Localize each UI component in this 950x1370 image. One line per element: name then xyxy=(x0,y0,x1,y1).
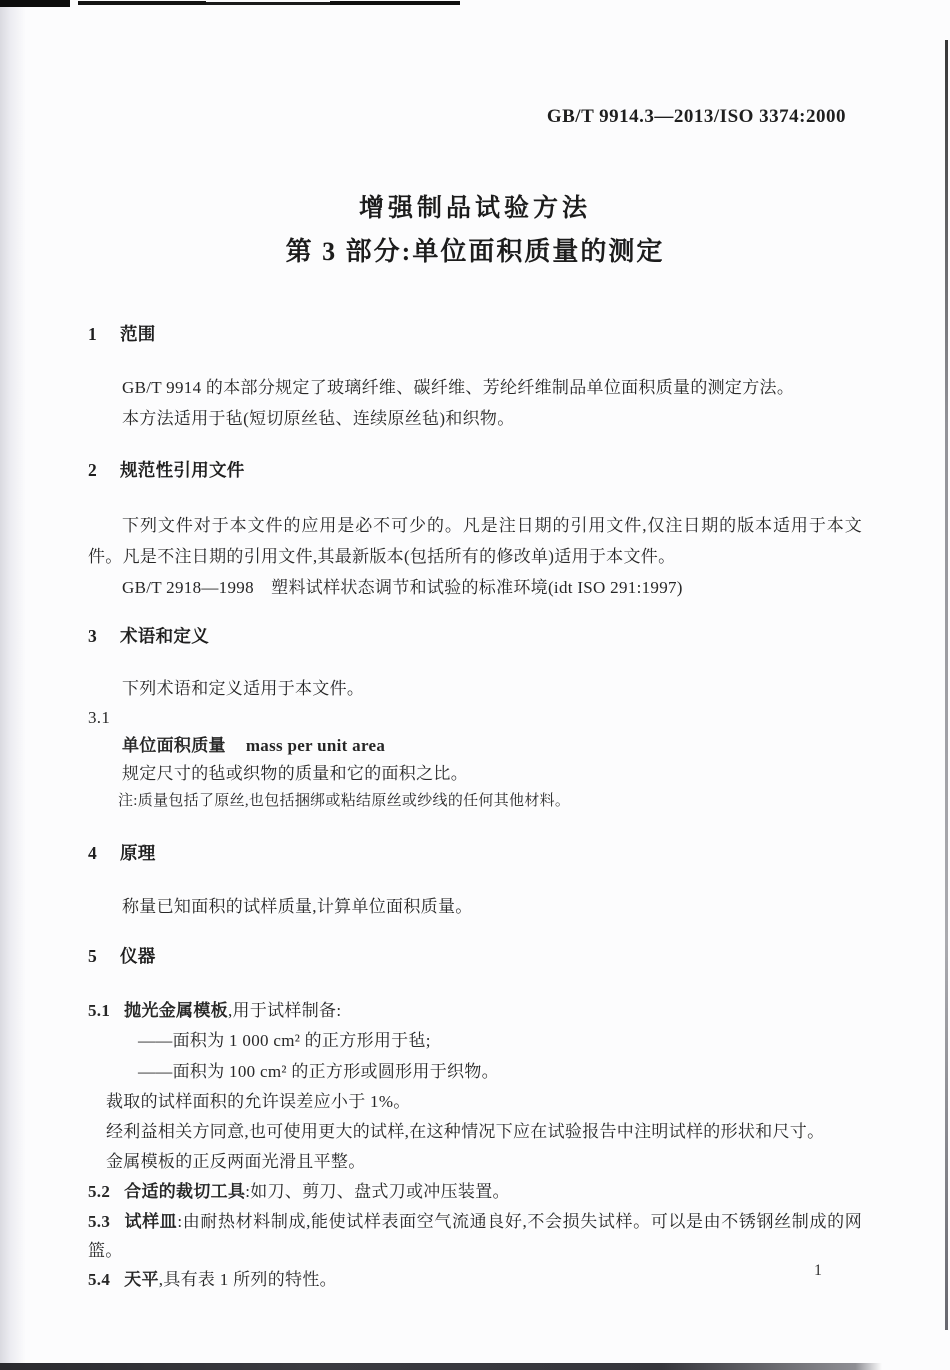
section-2-title: 规范性引用文件 xyxy=(120,460,245,480)
section-1-paragraph-1: GB/T 9914 的本部分规定了玻璃纤维、碳纤维、芳纶纤维制品单位面积质量的测定方法。 xyxy=(122,378,795,397)
scan-edge-left xyxy=(0,0,26,1370)
standard-number: GB/T 9914.3—2013/ISO 3374:2000 xyxy=(546,106,846,127)
scan-edge-right xyxy=(945,40,948,1330)
section-1-number: 1 xyxy=(88,324,98,344)
document-title-line2: 第 3 部分:单位面积质量的测定 xyxy=(285,237,665,266)
clause-5-1-paragraph-3: 金属模板的正反两面光滑且平整。 xyxy=(106,1152,366,1171)
clause-5-1-number: 5.1 xyxy=(88,1001,111,1020)
term-entry xyxy=(88,732,862,760)
section-3-number: 3 xyxy=(88,626,98,646)
section-2-paragraph-1: 下列文件对于本文件的应用是必不可少的。凡是注日期的引用文件,仅注日期的版本适用于本文件。凡是不注日期的引用文件,其最新版本(包括所有的修改单)适用于本文件。 xyxy=(88,516,862,566)
clause-5-1-term: 抛光金属模板 xyxy=(124,1001,228,1020)
clause-5-4-number: 5.4 xyxy=(88,1270,111,1289)
clause-5-1-item-2: ——面积为 100 cm² 的正方形或圆形用于织物。 xyxy=(138,1061,499,1081)
term-chinese: 单位面积质量 xyxy=(122,736,226,755)
section-2-heading xyxy=(88,457,862,482)
section-4-number: 4 xyxy=(88,843,98,863)
term-definition: 规定尺寸的毡或织物的质量和它的面积之比。 xyxy=(122,764,468,783)
section-3-heading xyxy=(88,623,862,648)
section-1-paragraph-2: 本方法适用于毡(短切原丝毡、连续原丝毡)和织物。 xyxy=(122,409,515,428)
document-title-line1: 增强制品试验方法 xyxy=(358,195,591,222)
clause-5-3-number: 5.3 xyxy=(88,1212,111,1231)
clause-5-3 xyxy=(88,1207,862,1265)
clause-5-4-text: ,具有表 1 所列的特性。 xyxy=(158,1270,337,1289)
clause-5-2-text: :如刀、剪刀、盘式刀或冲压装置。 xyxy=(245,1182,510,1201)
section-4-paragraph-1: 称量已知面积的试样质量,计算单位面积质量。 xyxy=(122,897,473,916)
clause-5-1-paragraph-1: 裁取的试样面积的允许误差应小于 1%。 xyxy=(106,1092,411,1111)
clause-5-3-term: 试样皿 xyxy=(124,1212,178,1231)
clause-5-1-item-1: ——面积为 1 000 cm² 的正方形用于毡; xyxy=(138,1031,431,1050)
section-5-title: 仪器 xyxy=(120,946,156,966)
clause-5-1-paragraph-2: 经利益相关方同意,也可使用更大的试样,在这种情况下应在试验报告中注明试样的形状和尺寸。 xyxy=(106,1122,825,1141)
term-english: mass per unit area xyxy=(245,736,386,755)
section-5-number: 5 xyxy=(88,946,98,966)
section-3-paragraph-1: 下列术语和定义适用于本文件。 xyxy=(122,679,365,698)
section-5-heading xyxy=(88,943,862,968)
section-3-title: 术语和定义 xyxy=(120,626,209,646)
scan-edge-top-segment xyxy=(0,0,70,7)
scan-edge-bottom xyxy=(0,1363,882,1370)
section-1-heading xyxy=(88,321,862,346)
document-content xyxy=(88,0,862,1295)
clause-5-2-term: 合适的裁切工具 xyxy=(124,1182,246,1201)
section-2-number: 2 xyxy=(88,460,98,480)
clause-5-2 xyxy=(88,1177,862,1207)
section-1-title: 范围 xyxy=(120,324,156,344)
section-4-title: 原理 xyxy=(120,843,156,863)
clause-5-1-text: ,用于试样制备: xyxy=(227,1001,342,1020)
normative-reference: GB/T 2918—1998 塑料试样状态调节和试验的标准环境(idt ISO 291:1997) xyxy=(122,578,683,597)
page-number: 1 xyxy=(814,1262,822,1279)
clause-5-3-text: :由耐热材料制成,能使试样表面空气流通良好,不会损失试样。可以是由不锈钢丝制成的网篮。 xyxy=(88,1212,862,1260)
clause-5-4-term: 天平 xyxy=(124,1270,159,1289)
section-4-heading xyxy=(88,840,862,865)
term-note: 注:质量包括了原丝,也包括捆绑或粘结原丝或纱线的任何其他材料。 xyxy=(118,793,571,809)
term-entry-number: 3.1 xyxy=(88,708,111,727)
clause-5-1 xyxy=(88,996,862,1026)
clause-5-4 xyxy=(88,1265,862,1295)
clause-5-2-number: 5.2 xyxy=(88,1182,111,1201)
